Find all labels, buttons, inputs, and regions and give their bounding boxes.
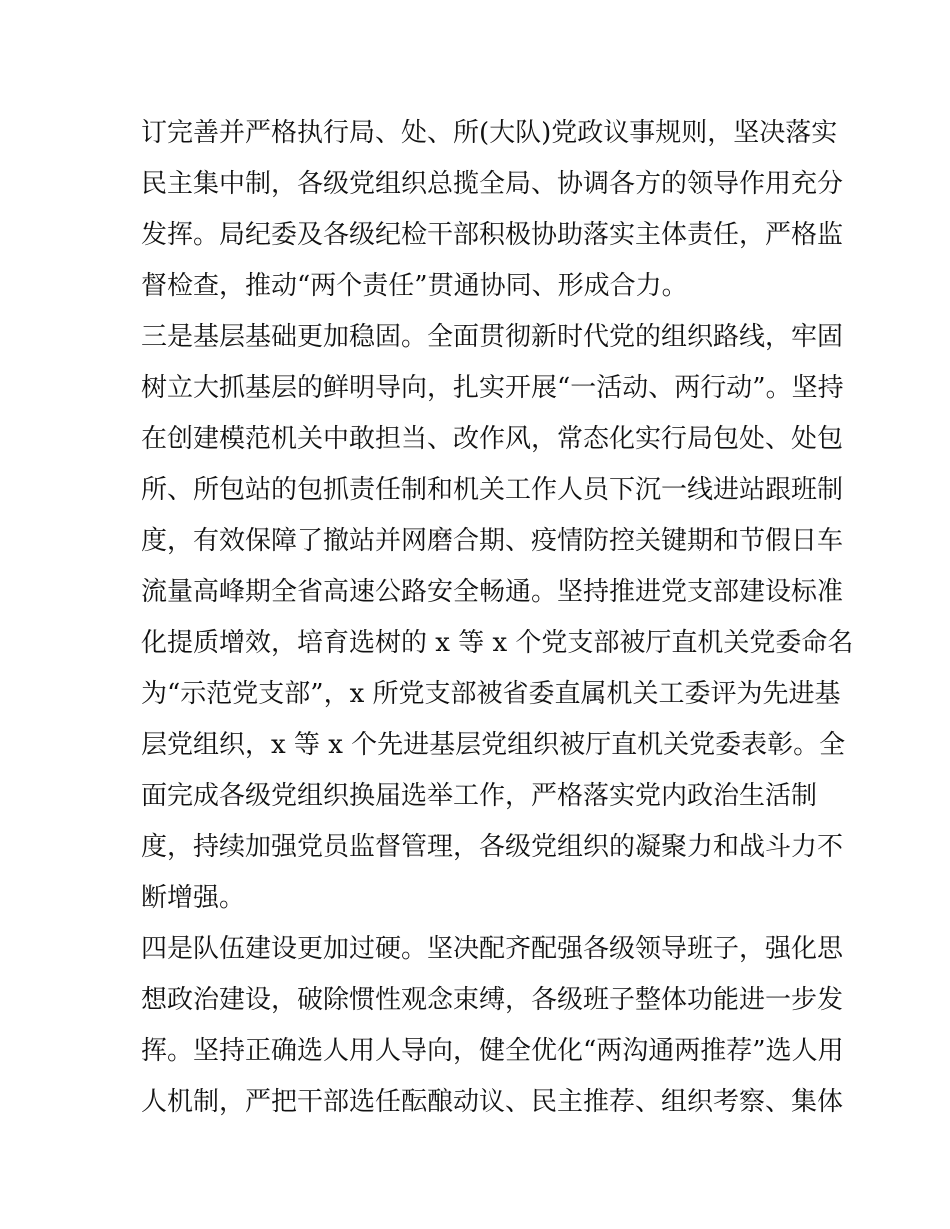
text-line: 四是队伍建设更加过硬。坚决配齐配强各级领导班子，强化思 [141, 934, 844, 964]
paragraph-continuation [141, 108, 844, 312]
text-line: 在创建模范机关中敢担当、改作风，常态化实行局包处、处包 [141, 424, 844, 454]
text-line: 督检查，推动“两个责任”贯通协同、形成合力。 [141, 271, 688, 301]
text-line: 面完成各级党组织换届选举工作，严格落实党内政治生活制 [141, 781, 818, 811]
text-line: 所、所包站的包抓责任制和机关工作人员下沉一线进站跟班制 [141, 475, 844, 505]
text-line: 发挥。局纪委及各级纪检干部积极协助落实主体责任，严格监 [141, 220, 844, 250]
text-line: 度，持续加强党员监督管理，各级党组织的凝聚力和战斗力不 [141, 832, 844, 862]
paragraph-grassroots [141, 312, 854, 924]
text-line: 断增强。 [141, 883, 246, 913]
text-line: 订完善并严格执行局、处、所(大队)党政议事规则，坚决落实 [141, 118, 838, 148]
text-line: 度，有效保障了撤站并网磨合期、疫情防控关键期和节假日车 [141, 526, 844, 556]
text-line: 化提质增效，培育选树的 x 等 x 个党支部被厅直机关党委命名 [141, 628, 854, 658]
text-line: 人机制，严把干部选任酝酿动议、民主推荐、组织考察、集体 [141, 1087, 844, 1117]
text-line: 树立大抓基层的鲜明导向，扎实开展“一活动、两行动”。坚持 [141, 373, 844, 403]
text-line: 流量高峰期全省高速公路安全畅通。坚持推进党支部建设标准 [141, 577, 844, 607]
document-body [141, 108, 854, 1128]
paragraph-team-building [141, 924, 844, 1128]
text-line: 三是基层基础更加稳固。全面贯彻新时代党的组织路线，牢固 [141, 322, 844, 352]
text-line: 民主集中制，各级党组织总揽全局、协调各方的领导作用充分 [141, 169, 844, 199]
text-line: 层党组织，x 等 x 个先进基层党组织被厅直机关党委表彰。全 [141, 730, 846, 760]
text-line: 为“示范党支部”，x 所党支部被省委直属机关工委评为先进基 [141, 679, 841, 709]
text-line: 想政治建设，破除惯性观念束缚，各级班子整体功能进一步发 [141, 985, 844, 1015]
text-line: 挥。坚持正确选人用人导向，健全优化“两沟通两推荐”选人用 [141, 1036, 844, 1066]
